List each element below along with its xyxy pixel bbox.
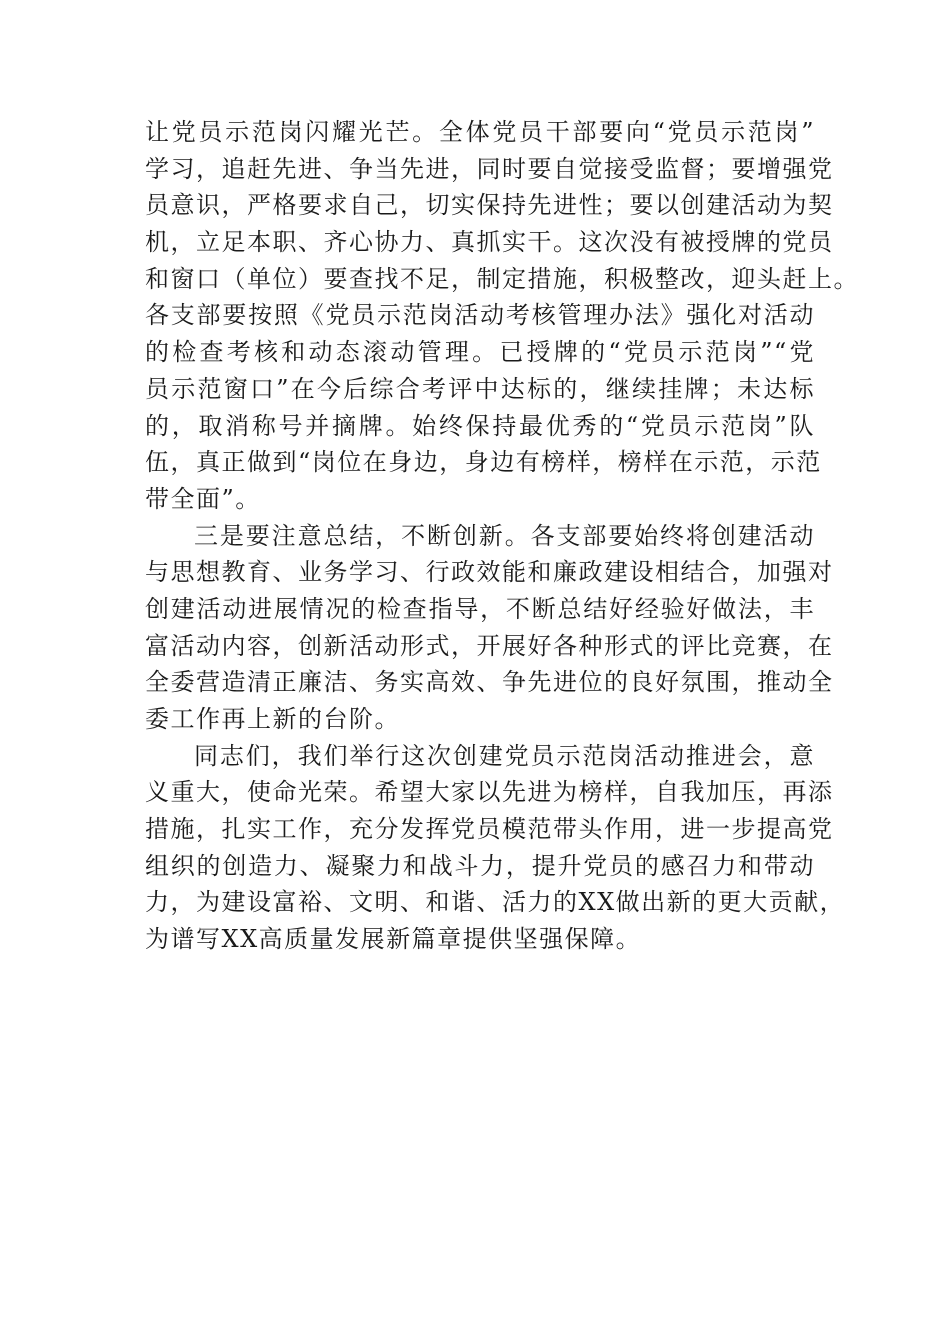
text-line: 为谱写XX高质量发展新篇章提供坚强保障。 bbox=[145, 925, 642, 954]
text-line: 同志们，我们举行这次创建党员示范岗活动推进会，意 bbox=[194, 741, 815, 770]
text-line: 机，立足本职、齐心协力、真抓实干。这次没有被授牌的党员 bbox=[145, 228, 834, 257]
paragraph-3 bbox=[145, 738, 846, 958]
text-line: 与思想教育、业务学习、行政效能和廉政建设相结合，加强对 bbox=[145, 558, 834, 587]
text-line: 组织的创造力、凝聚力和战斗力，提升党员的感召力和带动 bbox=[145, 851, 815, 880]
paragraph-1 bbox=[145, 114, 859, 518]
text-line: 力，为建设富裕、文明、和谐、活力的XX做出新的更大贡献， bbox=[145, 888, 846, 917]
text-line: 全委营造清正廉洁、务实高效、争先进位的良好氛围，推动全 bbox=[145, 668, 834, 697]
text-line: 伍，真正做到“岗位在身边，身边有榜样，榜样在示范，示范 bbox=[145, 448, 822, 477]
text-line: 员示范窗口”在今后综合考评中达标的，继续挂牌；未达标 bbox=[145, 374, 815, 403]
document-body bbox=[145, 114, 859, 958]
paragraph-2 bbox=[145, 518, 834, 738]
text-line: 学习，追赶先进、争当先进，同时要自觉接受监督；要增强党 bbox=[145, 154, 834, 183]
text-line: 措施，扎实工作，充分发挥党员模范带头作用，进一步提高党 bbox=[145, 815, 834, 844]
text-line: 创建活动进展情况的检查指导，不断总结好经验好做法，丰 bbox=[145, 594, 815, 623]
text-line: 富活动内容，创新活动形式，开展好各种形式的评比竞赛，在 bbox=[145, 631, 834, 660]
text-line: 委工作再上新的台阶。 bbox=[145, 705, 400, 733]
text-line: 的，取消称号并摘牌。始终保持最优秀的“党员示范岗”队 bbox=[145, 411, 815, 440]
text-line: 和窗口（单位）要查找不足，制定措施，积极整改，迎头赶上。 bbox=[145, 264, 859, 293]
text-line: 员意识，严格要求自己，切实保持先进性；要以创建活动为契 bbox=[145, 191, 834, 220]
text-line: 的检查考核和动态滚动管理。已授牌的“党员示范岗”“党 bbox=[145, 338, 815, 367]
text-line: 让党员示范岗闪耀光芒。全体党员干部要向“党员示范岗” bbox=[145, 118, 815, 146]
text-line: 各支部要按照《党员示范岗活动考核管理办法》强化对活动 bbox=[145, 301, 815, 330]
text-line: 义重大，使命光荣。希望大家以先进为榜样，自我加压，再添 bbox=[145, 778, 834, 807]
text-line: 三是要注意总结，不断创新。各支部要始终将创建活动 bbox=[194, 521, 815, 550]
text-line: 带全面”。 bbox=[145, 484, 261, 513]
